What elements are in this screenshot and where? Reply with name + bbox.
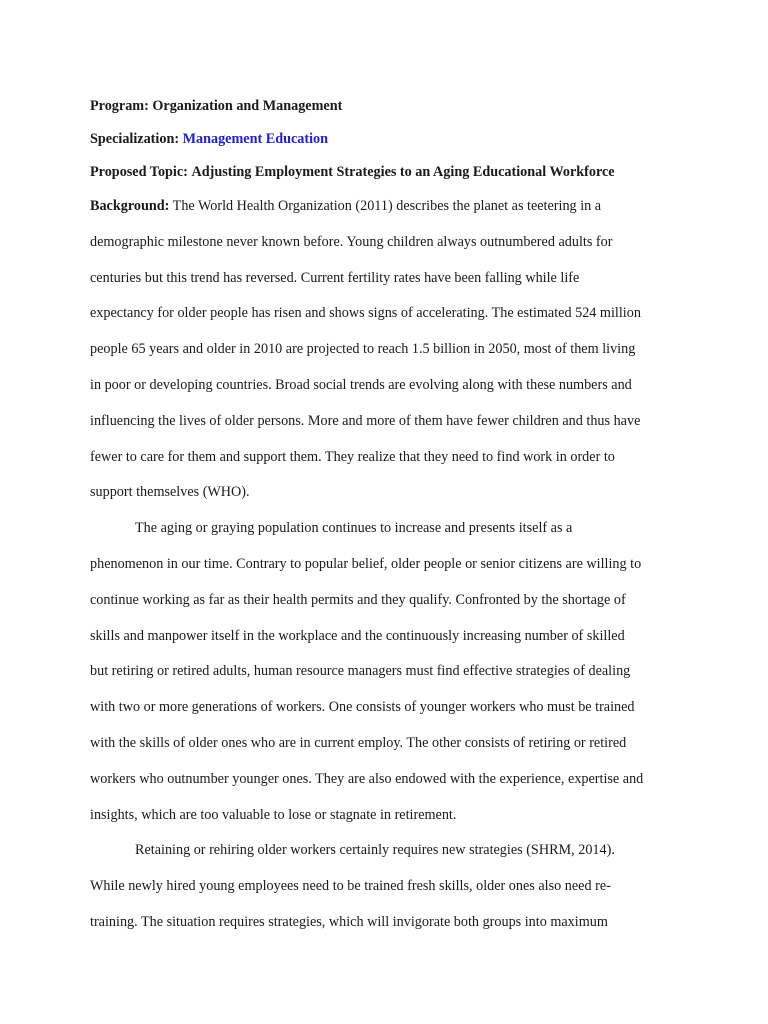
- background-paragraph: [90, 189, 678, 511]
- paragraph-line: [90, 189, 678, 225]
- paragraph-line: Retaining or rehiring older workers certainly requires new strategies (SHRM, 2014).: [135, 842, 615, 859]
- specialization-line: [90, 123, 678, 156]
- aging-population-paragraph: [90, 511, 678, 833]
- paragraph-line: support themselves (WHO).: [90, 484, 250, 501]
- proposed-topic-line: [90, 156, 678, 189]
- paragraph-line: in poor or developing countries. Broad social trends are evolving along with these numbers and: [90, 376, 632, 393]
- background-line-text: The World Health Organization (2011) describes the planet as teetering in a: [172, 198, 602, 214]
- paragraph-line: phenomenon in our time. Contrary to popular belief, older people or senior citizens are willing to: [90, 555, 642, 572]
- paragraph-line: with two or more generations of workers. One consists of younger workers who must be trained: [90, 699, 635, 716]
- specialization-value: Management Education: [182, 131, 329, 147]
- proposed-topic-label: Proposed Topic:: [90, 164, 188, 180]
- paragraph-line: workers who outnumber younger ones. They are also endowed with the experience, expertise and: [90, 770, 644, 787]
- retaining-workers-paragraph: [90, 833, 678, 940]
- program-label: Program:: [90, 98, 149, 114]
- paragraph-line: demographic milestone never known before. Young children always outnumbered adults for: [90, 233, 613, 250]
- paragraph-line: influencing the lives of older persons. More and more of them have fewer children and thus have: [90, 412, 641, 429]
- program-value: Organization and Management: [152, 98, 343, 114]
- program-line: [90, 90, 678, 123]
- paragraph-line: insights, which are too valuable to lose or stagnate in retirement.: [90, 806, 457, 823]
- paragraph-line: continue working as far as their health permits and they qualify. Confronted by the shortage of: [90, 591, 626, 608]
- paragraph-line: with the skills of older ones who are in current employ. The other consists of retiring or retired: [90, 734, 627, 751]
- proposed-topic-value: Adjusting Employment Strategies to an Aging Educational Workforce: [191, 164, 615, 180]
- paragraph-line: skills and manpower itself in the workplace and the continuously increasing number of skilled: [90, 627, 625, 644]
- paragraph-line: training. The situation requires strategies, which will invigorate both groups into maximum: [90, 913, 608, 930]
- paragraph-line: but retiring or retired adults, human resource managers must find effective strategies of dealing: [90, 663, 631, 680]
- background-label: Background:: [90, 198, 170, 214]
- paragraph-line: While newly hired young employees need to be trained fresh skills, older ones also need re-: [90, 878, 611, 895]
- paragraph-line: fewer to care for them and support them. They realize that they need to find work in order to: [90, 448, 615, 465]
- paragraph-line: centuries but this trend has reversed. Current fertility rates have been falling while life: [90, 269, 580, 286]
- paragraph-line: expectancy for older people has risen and shows signs of accelerating. The estimated 524 million: [90, 305, 641, 322]
- paragraph-line: people 65 years and older in 2010 are projected to reach 1.5 billion in 2050, most of them living: [90, 341, 636, 358]
- specialization-label: Specialization:: [90, 131, 180, 147]
- document-body: [90, 90, 678, 941]
- paragraph-line: The aging or graying population continues to increase and presents itself as a: [135, 520, 573, 537]
